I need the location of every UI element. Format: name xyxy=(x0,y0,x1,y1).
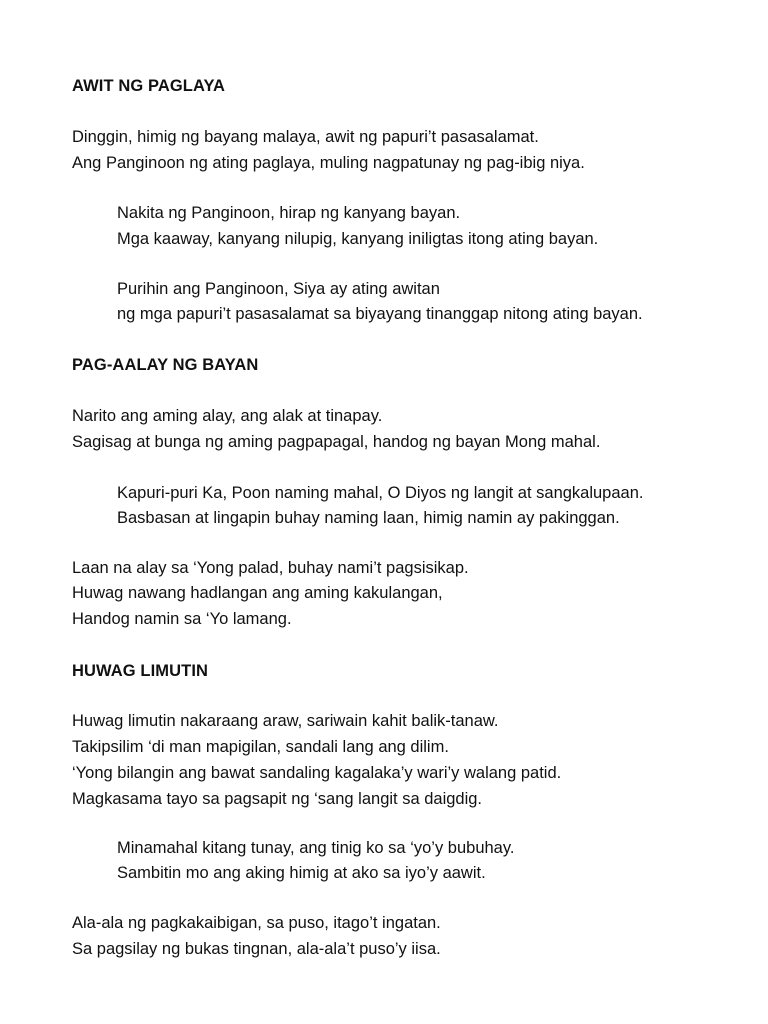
lyric-line: Handog namin sa ‘Yo lamang. xyxy=(72,610,292,628)
lyric-line: Nakita ng Panginoon, hirap ng kanyang bayan. xyxy=(117,204,461,222)
lyric-line: Sa pagsilay ng bukas tingnan, ala-ala’t puso’y iisa. xyxy=(72,940,441,958)
lyric-line: Magkasama tayo sa pagsapit ng ‘sang langit sa daigdig. xyxy=(72,790,483,808)
lyric-line: Ala-ala ng pagkakaibigan, sa puso, itago’t ingatan. xyxy=(72,914,441,932)
lyric-line: Purihin ang Panginoon, Siya ay ating awitan xyxy=(117,280,440,298)
song-title-awit-ng-paglaya: AWIT NG PAGLAYA xyxy=(72,77,226,95)
lyric-line: Sambitin mo ang aking himig at ako sa iyo’y aawit. xyxy=(117,864,486,882)
lyric-line: Ang Panginoon ng ating paglaya, muling nagpatunay ng pag-ibig niya. xyxy=(72,154,585,172)
lyric-line: ‘Yong bilangin ang bawat sandaling kagalaka’y wari’y walang patid. xyxy=(72,764,562,782)
lyric-line: Sagisag at bunga ng aming pagpapagal, handog ng bayan Mong mahal. xyxy=(72,433,601,451)
lyric-line: Huwag limutin nakaraang araw, sariwain kahit balik-tanaw. xyxy=(72,712,499,730)
lyric-line: Basbasan at lingapin buhay naming laan, himig namin ay pakinggan. xyxy=(117,509,620,527)
lyric-line: Mga kaaway, kanyang nilupig, kanyang iniligtas itong ating bayan. xyxy=(117,230,599,248)
song-title-pag-aalay-ng-bayan: PAG-AALAY NG BAYAN xyxy=(72,356,259,374)
lyric-line: Minamahal kitang tunay, ang tinig ko sa ‘yo’y bubuhay. xyxy=(117,839,515,857)
lyric-line: Dinggin, himig ng bayang malaya, awit ng papuri’t pasasalamat. xyxy=(72,128,539,146)
lyric-line: Narito ang aming alay, ang alak at tinapay. xyxy=(72,407,383,425)
lyric-line: Kapuri-puri Ka, Poon naming mahal, O Diyos ng langit at sangkalupaan. xyxy=(117,484,644,502)
lyric-line: Huwag nawang hadlangan ang aming kakulangan, xyxy=(72,584,443,602)
lyric-line: Takipsilim ‘di man mapigilan, sandali lang ang dilim. xyxy=(72,738,449,756)
song-title-huwag-limutin: HUWAG LIMUTIN xyxy=(72,662,209,680)
lyric-line: Laan na alay sa ‘Yong palad, buhay nami’t pagsisikap. xyxy=(72,559,469,577)
lyric-line: ng mga papuri’t pasasalamat sa biyayang tinanggap nitong ating bayan. xyxy=(117,305,643,323)
